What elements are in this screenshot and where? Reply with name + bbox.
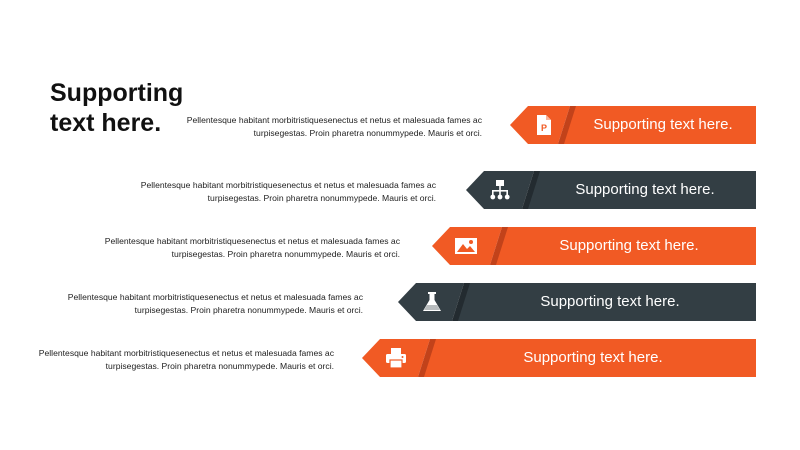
item-banner[interactable] xyxy=(432,227,756,265)
item-banner[interactable] xyxy=(466,171,756,209)
item-description-line1: Pellentesque habitant morbitristiquesenectus et netus et malesuada fames ac xyxy=(104,236,400,246)
flask-icon xyxy=(420,290,444,314)
item-banner[interactable] xyxy=(398,283,756,321)
powerpoint-file-icon xyxy=(532,113,556,137)
item-description-line2: turpisegestas. Proin pharetra nonummypede. Mauris et orci. xyxy=(207,193,436,203)
list-item-4 xyxy=(0,283,800,321)
banner-label: Supporting text here. xyxy=(540,293,680,310)
item-description-line2: turpisegestas. Proin pharetra nonummypede. Mauris et orci. xyxy=(171,249,400,259)
item-description-line1: Pellentesque habitant morbitristiquesenectus et netus et malesuada fames ac xyxy=(67,292,363,302)
svg-text:P: P xyxy=(540,123,548,133)
item-description-line1: Pellentesque habitant morbitristiquesenectus et netus et malesuada fames ac xyxy=(38,348,334,358)
list-item-5 xyxy=(0,339,800,377)
banner-label: Supporting text here. xyxy=(593,116,733,133)
item-description xyxy=(187,114,482,140)
item-description-line1: Pellentesque habitant morbitristiquesenectus et netus et malesuada fames ac xyxy=(186,115,482,125)
item-description xyxy=(39,347,334,373)
list-item-3 xyxy=(0,227,800,265)
item-description xyxy=(105,235,400,261)
banner-label: Supporting text here. xyxy=(523,349,663,366)
banner-label: Supporting text here. xyxy=(559,237,699,254)
slide-title-line1: Supporting xyxy=(50,79,184,107)
printer-icon xyxy=(384,346,408,370)
item-description-line1: Pellentesque habitant morbitristiquesenectus et netus et malesuada fames ac xyxy=(140,180,436,190)
banner-label: Supporting text here. xyxy=(575,181,715,198)
item-description-line2: turpisegestas. Proin pharetra nonummypede. Mauris et orci. xyxy=(134,305,363,315)
item-banner[interactable] xyxy=(510,106,756,144)
item-description-line2: turpisegestas. Proin pharetra nonummypede. Mauris et orci. xyxy=(105,361,334,371)
item-description xyxy=(68,291,363,317)
list-item-1 xyxy=(0,106,800,144)
slide-title-line2: text here. xyxy=(50,109,162,137)
item-banner[interactable] xyxy=(362,339,756,377)
item-description xyxy=(141,179,436,205)
image-icon xyxy=(454,234,478,258)
item-description-line2: turpisegestas. Proin pharetra nonummypede. Mauris et orci. xyxy=(253,128,482,138)
list-item-2 xyxy=(0,171,800,209)
org-chart-icon xyxy=(488,178,512,202)
